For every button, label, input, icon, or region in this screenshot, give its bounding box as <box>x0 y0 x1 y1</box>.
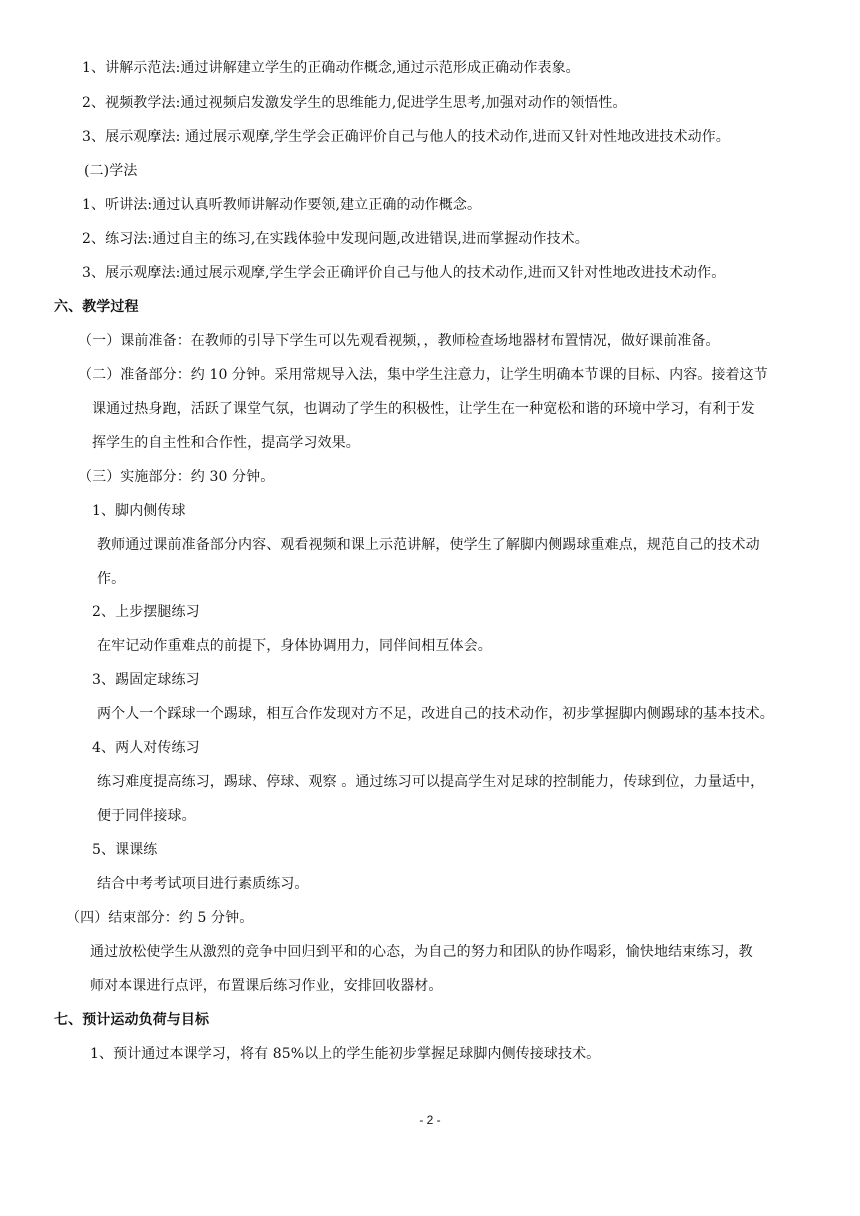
sub-4-title: 4、两人对传练习 <box>92 740 200 756</box>
sub-5-body: 结合中考考试项目进行素质练习。 <box>97 876 309 892</box>
sub-3-body: 两个人一个踩球一个踢球，相互合作发现对方不足，改进自己的技术动作，初步掌握脚内侧踢球的基本技术。 <box>97 706 774 722</box>
sub-4-body-line-2: 便于同伴接球。 <box>97 808 196 824</box>
impl-part-heading: （三）实施部分：约 30 分钟。 <box>78 469 275 485</box>
end-body-line-2: 师对本课进行点评，布置课后练习作业，安排回收器材。 <box>90 978 443 994</box>
end-body-line-1: 通过放松使学生从激烈的竞争中回归到平和的心态，为自己的努力和团队的协作喝彩，愉快地结束练习，教 <box>90 944 753 960</box>
sub-1-body-line-1: 教师通过课前准备部分内容、观看视频和课上示范讲解，使学生了解脚内侧踢球重难点，规范自己的技术动 <box>97 537 760 553</box>
sub-3-title: 3、踢固定球练习 <box>92 672 200 688</box>
end-part-heading: （四）结束部分：约 5 分钟。 <box>66 910 254 926</box>
prep-part-line-3: 挥学生的自主性和合作性，提高学习效果。 <box>92 435 360 451</box>
method-item-1: 1、讲解示范法:通过讲解建立学生的正确动作概念,通过示范形成正确动作表象。 <box>82 60 580 76</box>
section-7-heading: 七、预计运动负荷与目标 <box>54 1012 210 1028</box>
sub-1-title: 1、脚内侧传球 <box>92 503 186 519</box>
prep-class-paragraph: （一）课前准备：在教师的引导下学生可以先观看视频，，教师检查场地器材布置情况，做好课前准备。 <box>78 333 720 349</box>
sub-2-title: 2、上步摆腿练习 <box>92 604 200 620</box>
study-method-heading: (二)学法 <box>84 163 138 179</box>
sub-2-body: 在牢记动作重难点的前提下，身体协调用力，同伴间相互体会。 <box>97 638 492 654</box>
page-number: - 2 - <box>419 1113 441 1127</box>
section-6-heading: 六、教学过程 <box>54 299 139 315</box>
sub-5-title: 5、课课练 <box>92 842 158 858</box>
study-item-1: 1、听讲法:通过认真听教师讲解动作要领,建立正确的动作概念。 <box>82 197 482 213</box>
study-item-3: 3、展示观摩法:通过展示观摩,学生学会正确评价自己与他人的技术动作,进而又针对性地改进技术动作。 <box>82 265 726 281</box>
prep-part-line-2: 课通过热身跑，活跃了课堂气氛，也调动了学生的积极性，让学生在一种宽松和谐的环境中学习，有利于发 <box>92 401 755 417</box>
method-item-2: 2、视频教学法:通过视频启发激发学生的思维能力,促进学生思考,加强对动作的领悟性。 <box>82 95 627 111</box>
sub-1-body-line-2: 作。 <box>97 571 126 587</box>
prep-part-line-1: （二）准备部分：约 10 分钟。采用常规导入法，集中学生注意力，让学生明确本节课的目标、内容。接着这节 <box>78 367 768 383</box>
method-item-3: 3、展示观摩法: 通过展示观摩,学生学会正确评价自己与他人的技术动作,进而又针对性地改进技术动作。 <box>82 129 730 145</box>
section-7-item-1: 1、预计通过本课学习，将有 85%以上的学生能初步掌握足球脚内侧传接球技术。 <box>90 1046 601 1062</box>
study-item-2: 2、练习法:通过自主的练习,在实践体验中发现问题,改进错误,进而掌握动作技术。 <box>82 231 589 247</box>
sub-4-body-line-1: 练习难度提高练习，踢球、停球、观察 。通过练习可以提高学生对足球的控制能力，传球到位，力量适中， <box>97 774 765 790</box>
